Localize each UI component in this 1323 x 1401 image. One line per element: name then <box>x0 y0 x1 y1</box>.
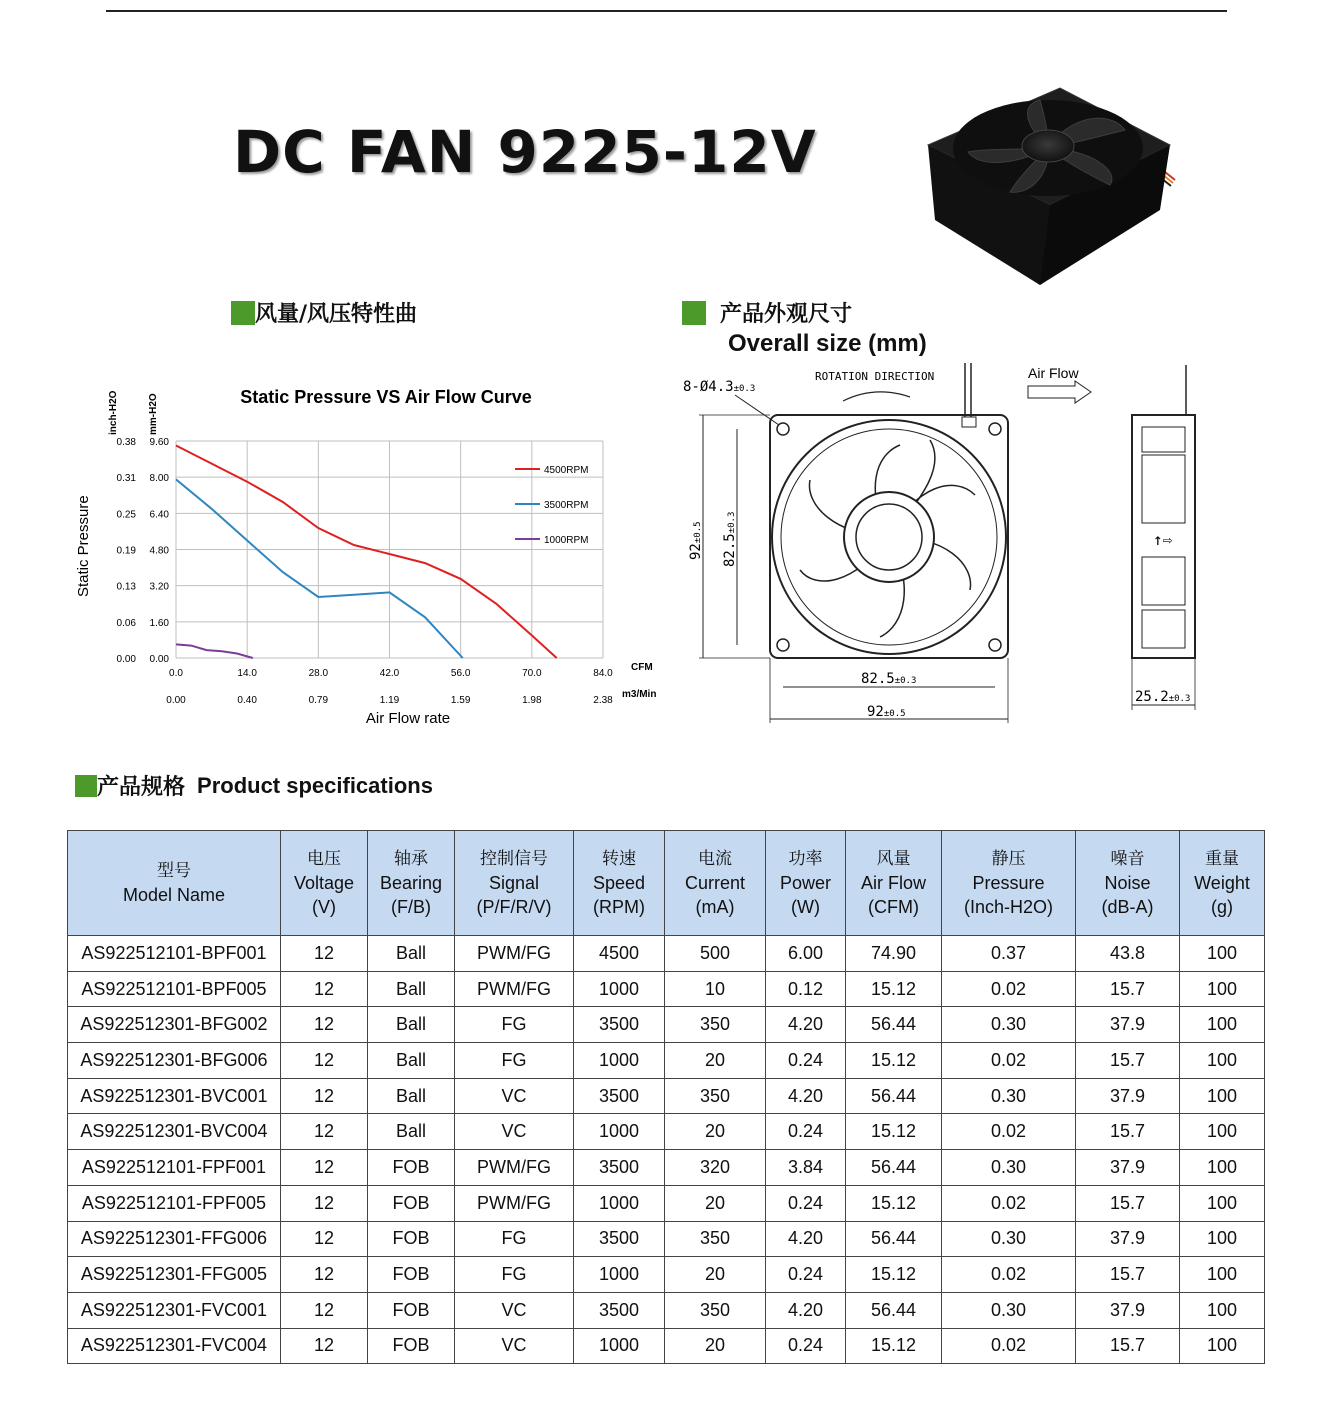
table-row <box>68 971 1265 1007</box>
table-cell: 12 <box>281 1078 368 1114</box>
airflow-label: Air Flow <box>1028 365 1079 381</box>
outer-width-label: 92±0.5 <box>867 704 906 720</box>
table-row <box>68 1257 1265 1293</box>
y-unit-left: inch-H2O <box>108 390 119 435</box>
table-cell: 0.24 <box>766 1185 846 1221</box>
table-cell: 0.12 <box>766 971 846 1007</box>
x-unit-secondary: m3/Min <box>622 689 657 700</box>
table-cell: 4.20 <box>766 1221 846 1257</box>
x-axis-label: Air Flow rate <box>365 710 451 727</box>
table-cell: Ball <box>368 1043 455 1079</box>
page-title: DC FAN 9225-12V <box>233 118 817 186</box>
table-cell: PWM/FG <box>455 1185 574 1221</box>
side-detail <box>1142 455 1185 523</box>
table-cell: 100 <box>1180 1328 1265 1364</box>
table-cell: 0.02 <box>942 1114 1076 1150</box>
table-cell: 20 <box>665 1114 766 1150</box>
table-cell: FG <box>455 1221 574 1257</box>
table-cell: PWM/FG <box>455 936 574 972</box>
table-cell: FOB <box>368 1150 455 1186</box>
table-cell: 3500 <box>574 1078 665 1114</box>
table-cell: FG <box>455 1007 574 1043</box>
table-cell: 0.30 <box>942 1007 1076 1043</box>
table-cell: 12 <box>281 1257 368 1293</box>
x-tick-label: 0.0 <box>169 668 183 679</box>
x-tick-label: 70.0 <box>522 668 542 679</box>
series-line-3500RPM <box>176 479 463 658</box>
table-cell: AS922512101-FPF005 <box>68 1185 281 1221</box>
table-cell: AS922512301-BFG002 <box>68 1007 281 1043</box>
dimension-subheading: Overall size (mm) <box>728 330 927 357</box>
table-cell: 0.24 <box>766 1328 846 1364</box>
table-cell: 100 <box>1180 971 1265 1007</box>
table-cell: FOB <box>368 1328 455 1364</box>
depth-label: 25.2±0.3 <box>1135 689 1191 705</box>
outer-height-label: 92±0.5 <box>688 521 704 560</box>
green-square-marker <box>231 301 255 325</box>
table-row <box>68 1328 1265 1364</box>
table-cell: 100 <box>1180 1007 1265 1043</box>
table-cell: 100 <box>1180 1043 1265 1079</box>
side-detail <box>1142 557 1185 605</box>
table-cell: 0.30 <box>942 1078 1076 1114</box>
table-cell: 15.7 <box>1076 1257 1180 1293</box>
table-cell: 100 <box>1180 1292 1265 1328</box>
table-cell: 15.12 <box>846 971 942 1007</box>
x-tick-label: 14.0 <box>237 668 257 679</box>
y-tick-label-mm: 0.00 <box>149 654 169 665</box>
table-row <box>68 1150 1265 1186</box>
table-cell: 20 <box>665 1257 766 1293</box>
table-cell: 0.02 <box>942 1328 1076 1364</box>
spec-header-row <box>68 831 1265 936</box>
table-cell: 0.30 <box>942 1150 1076 1186</box>
column-header: 风量 Air Flow (CFM) <box>846 831 942 936</box>
chart-title: Static Pressure VS Air Flow Curve <box>240 387 532 407</box>
table-cell: 1000 <box>574 1114 665 1150</box>
table-cell: FOB <box>368 1257 455 1293</box>
table-cell: 500 <box>665 936 766 972</box>
table-cell: AS922512101-BPF001 <box>68 936 281 972</box>
column-header: 控制信号 Signal (P/F/R/V) <box>455 831 574 936</box>
table-cell: 12 <box>281 1328 368 1364</box>
table-cell: VC <box>455 1114 574 1150</box>
table-cell: Ball <box>368 936 455 972</box>
table-cell: 4.20 <box>766 1292 846 1328</box>
column-header: 电压 Voltage (V) <box>281 831 368 936</box>
fan-product-photo <box>920 80 1190 295</box>
table-cell: AS922512301-FFG006 <box>68 1221 281 1257</box>
x-tick-label-secondary: 0.40 <box>237 695 257 706</box>
table-cell: 0.02 <box>942 1185 1076 1221</box>
table-cell: 37.9 <box>1076 1150 1180 1186</box>
x-tick-label: 84.0 <box>593 668 613 679</box>
table-cell: VC <box>455 1292 574 1328</box>
table-row <box>68 1292 1265 1328</box>
table-cell: 20 <box>665 1328 766 1364</box>
table-row <box>68 1185 1265 1221</box>
table-cell: 0.24 <box>766 1114 846 1150</box>
table-cell: VC <box>455 1078 574 1114</box>
table-cell: FOB <box>368 1221 455 1257</box>
table-row <box>68 1221 1265 1257</box>
table-cell: 0.02 <box>942 1257 1076 1293</box>
table-cell: FOB <box>368 1292 455 1328</box>
table-cell: 20 <box>665 1043 766 1079</box>
legend-label: 1000RPM <box>544 535 589 546</box>
table-cell: 0.02 <box>942 971 1076 1007</box>
x-unit-primary: CFM <box>631 662 653 673</box>
table-cell: 0.02 <box>942 1043 1076 1079</box>
legend-label: 4500RPM <box>544 465 589 476</box>
column-header: 型号 Model Name <box>68 831 281 936</box>
table-cell: 350 <box>665 1221 766 1257</box>
table-cell: 12 <box>281 1007 368 1043</box>
table-cell: 3500 <box>574 1007 665 1043</box>
mount-hole <box>989 639 1001 651</box>
y-tick-label-inch: 0.25 <box>116 509 136 521</box>
x-tick-label: 56.0 <box>450 668 471 679</box>
x-tick-label: 28.0 <box>308 668 329 679</box>
side-detail <box>1142 610 1185 648</box>
table-cell: 15.7 <box>1076 1185 1180 1221</box>
table-row <box>68 936 1265 972</box>
column-header: 噪音 Noise (dB-A) <box>1076 831 1180 936</box>
column-header: 轴承 Bearing (F/B) <box>368 831 455 936</box>
table-cell: 37.9 <box>1076 1221 1180 1257</box>
table-cell: 0.24 <box>766 1257 846 1293</box>
table-cell: 37.9 <box>1076 1292 1180 1328</box>
table-cell: AS922512301-BVC004 <box>68 1114 281 1150</box>
mount-hole <box>777 639 789 651</box>
table-cell: 350 <box>665 1078 766 1114</box>
table-cell: PWM/FG <box>455 1150 574 1186</box>
x-tick-label: 42.0 <box>379 668 400 679</box>
table-cell: 12 <box>281 1221 368 1257</box>
y-axis-label: Static Pressure <box>75 495 92 597</box>
table-row <box>68 1114 1265 1150</box>
table-cell: AS922512301-BVC001 <box>68 1078 281 1114</box>
curve-section-heading: 风量/风压特性曲 <box>231 297 417 328</box>
rotation-arrow <box>843 392 910 401</box>
table-cell: 15.12 <box>846 1114 942 1150</box>
y-tick-label-inch: 0.06 <box>116 617 136 629</box>
table-cell: 3.84 <box>766 1150 846 1186</box>
table-cell: 0.30 <box>942 1221 1076 1257</box>
table-cell: AS922512101-BPF005 <box>68 971 281 1007</box>
y-tick-label-mm: 8.00 <box>149 473 169 485</box>
table-cell: 15.7 <box>1076 1043 1180 1079</box>
table-cell: 56.44 <box>846 1007 942 1043</box>
table-cell: 100 <box>1180 1221 1265 1257</box>
hole-spec-label: 8-Ø4.3±0.3 <box>683 379 756 395</box>
table-cell: 37.9 <box>1076 1007 1180 1043</box>
table-cell: AS922512101-FPF001 <box>68 1150 281 1186</box>
table-cell: 1000 <box>574 1328 665 1364</box>
table-cell: 100 <box>1180 1114 1265 1150</box>
dimension-drawing <box>675 355 1235 730</box>
x-tick-label-secondary: 0.00 <box>166 695 186 706</box>
table-cell: FG <box>455 1043 574 1079</box>
table-cell: 12 <box>281 1150 368 1186</box>
table-cell: 37.9 <box>1076 1078 1180 1114</box>
spec-table <box>67 830 1265 1364</box>
table-cell: 0.30 <box>942 1292 1076 1328</box>
table-cell: 0.24 <box>766 1043 846 1079</box>
side-arrows: ↑⇨ <box>1153 530 1173 549</box>
wire-exit <box>962 417 976 427</box>
x-tick-label-secondary: 2.38 <box>593 695 613 706</box>
spec-section-heading: 产品规格 Product specifications <box>75 770 433 801</box>
x-tick-label-secondary: 0.79 <box>308 695 329 706</box>
table-cell: 15.12 <box>846 1185 942 1221</box>
green-square-marker <box>682 301 706 325</box>
table-cell: 12 <box>281 1114 368 1150</box>
table-cell: 56.44 <box>846 1150 942 1186</box>
airflow-arrow <box>1028 381 1091 403</box>
y-tick-label-mm: 6.40 <box>149 509 169 521</box>
table-cell: 15.7 <box>1076 1114 1180 1150</box>
column-header: 重量 Weight (g) <box>1180 831 1265 936</box>
table-cell: 12 <box>281 936 368 972</box>
leader-line <box>735 395 779 425</box>
table-cell: 100 <box>1180 1078 1265 1114</box>
top-rule <box>106 10 1227 12</box>
table-cell: Ball <box>368 971 455 1007</box>
table-cell: 100 <box>1180 1257 1265 1293</box>
fan-hub <box>844 492 934 582</box>
green-square-marker <box>75 775 97 797</box>
inner-height-label: 82.5±0.3 <box>722 511 738 567</box>
x-tick-label-secondary: 1.19 <box>379 695 400 706</box>
table-cell: 10 <box>665 971 766 1007</box>
inner-width-label: 82.5±0.3 <box>861 671 917 687</box>
table-cell: Ball <box>368 1078 455 1114</box>
table-cell: 56.44 <box>846 1221 942 1257</box>
table-cell: 12 <box>281 1043 368 1079</box>
table-cell: 1000 <box>574 971 665 1007</box>
y-tick-label-inch: 0.38 <box>116 437 136 448</box>
column-header: 功率 Power (W) <box>766 831 846 936</box>
table-cell: 3500 <box>574 1221 665 1257</box>
table-cell: VC <box>455 1328 574 1364</box>
table-cell: FG <box>455 1257 574 1293</box>
series-line-1000RPM <box>176 644 253 658</box>
table-cell: 350 <box>665 1292 766 1328</box>
y-tick-label-mm: 3.20 <box>149 581 169 593</box>
table-cell: AS922512301-FVC004 <box>68 1328 281 1364</box>
table-cell: 56.44 <box>846 1078 942 1114</box>
table-row <box>68 1043 1265 1079</box>
y-tick-label-inch: 0.00 <box>116 654 136 665</box>
table-cell: 1000 <box>574 1185 665 1221</box>
legend-label: 3500RPM <box>544 500 589 511</box>
table-cell: 4500 <box>574 936 665 972</box>
table-cell: 3500 <box>574 1292 665 1328</box>
table-cell: 74.90 <box>846 936 942 972</box>
table-cell: 56.44 <box>846 1292 942 1328</box>
table-row <box>68 1007 1265 1043</box>
table-cell: 12 <box>281 971 368 1007</box>
x-tick-label-secondary: 1.59 <box>450 695 471 706</box>
table-cell: 15.12 <box>846 1043 942 1079</box>
table-cell: 12 <box>281 1185 368 1221</box>
table-cell: Ball <box>368 1007 455 1043</box>
table-cell: 12 <box>281 1292 368 1328</box>
column-header: 转速 Speed (RPM) <box>574 831 665 936</box>
table-cell: 320 <box>665 1150 766 1186</box>
table-cell: 0.37 <box>942 936 1076 972</box>
table-cell: AS922512301-FVC001 <box>68 1292 281 1328</box>
y-tick-label-inch: 0.19 <box>116 545 136 557</box>
table-cell: 350 <box>665 1007 766 1043</box>
y-tick-label-mm: 4.80 <box>149 545 169 557</box>
y-tick-label-mm: 9.60 <box>149 437 169 448</box>
static-pressure-chart <box>60 375 670 735</box>
table-cell: AS922512301-FFG005 <box>68 1257 281 1293</box>
table-cell: 15.12 <box>846 1328 942 1364</box>
table-cell: 100 <box>1180 1185 1265 1221</box>
rotation-label: ROTATION DIRECTION <box>815 370 935 383</box>
x-tick-label-secondary: 1.98 <box>522 695 542 706</box>
column-header: 静压 Pressure (Inch-H2O) <box>942 831 1076 936</box>
chart-grid <box>176 441 603 658</box>
table-row <box>68 1078 1265 1114</box>
table-cell: 1000 <box>574 1043 665 1079</box>
dimension-section-heading: 产品外观尺寸 <box>682 297 852 328</box>
table-cell: 15.12 <box>846 1257 942 1293</box>
side-detail <box>1142 427 1185 452</box>
y-tick-label-inch: 0.31 <box>116 473 136 485</box>
table-cell: 100 <box>1180 1150 1265 1186</box>
spec-body <box>68 936 1265 1364</box>
y-unit-right: mm-H2O <box>148 393 159 435</box>
table-cell: 43.8 <box>1076 936 1180 972</box>
table-cell: Ball <box>368 1114 455 1150</box>
table-cell: 20 <box>665 1185 766 1221</box>
table-cell: 15.7 <box>1076 1328 1180 1364</box>
mount-hole <box>989 423 1001 435</box>
table-cell: PWM/FG <box>455 971 574 1007</box>
table-cell: 3500 <box>574 1150 665 1186</box>
table-cell: FOB <box>368 1185 455 1221</box>
table-cell: 100 <box>1180 936 1265 972</box>
table-cell: 1000 <box>574 1257 665 1293</box>
y-tick-label-mm: 1.60 <box>149 617 169 629</box>
table-cell: 4.20 <box>766 1007 846 1043</box>
column-header: 电流 Current (mA) <box>665 831 766 936</box>
y-tick-label-inch: 0.13 <box>116 581 136 593</box>
table-cell: 6.00 <box>766 936 846 972</box>
table-cell: AS922512301-BFG006 <box>68 1043 281 1079</box>
table-cell: 4.20 <box>766 1078 846 1114</box>
table-cell: 15.7 <box>1076 971 1180 1007</box>
